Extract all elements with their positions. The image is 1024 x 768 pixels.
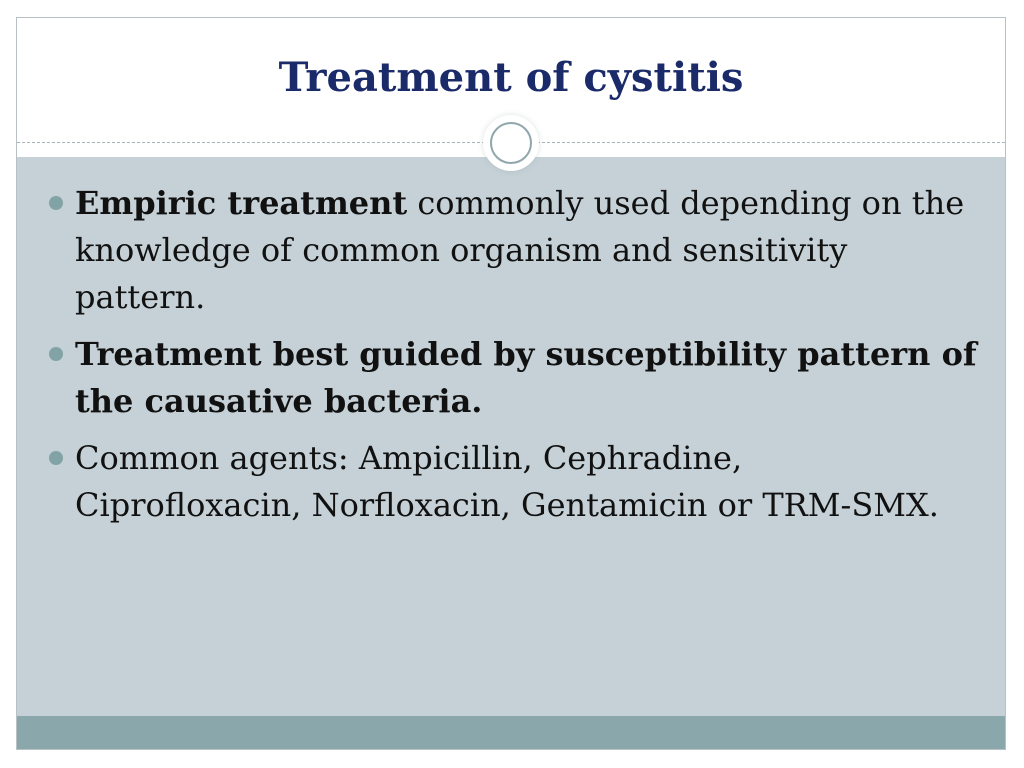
bullet-dot-icon — [49, 451, 63, 465]
circle-ornament-icon — [483, 115, 539, 171]
bullet-item — [47, 180, 977, 321]
bullet-text: commonly used depending on the knowledge of common organism and sensitivity pattern. — [75, 184, 965, 316]
bullet-bold-text: Treatment best guided by susceptibility pattern of the causative bacteria. — [75, 335, 977, 420]
bullet-item — [47, 331, 977, 425]
footer-band — [17, 716, 1005, 750]
bullet-dot-icon — [49, 196, 63, 210]
bullet-bold-text: Empiric treatment — [75, 184, 408, 222]
slide-title: Treatment of cystitis — [278, 54, 744, 101]
bullet-list — [47, 180, 977, 539]
bullet-item — [47, 435, 977, 529]
circle-ornament-inner — [490, 122, 532, 164]
bullet-text: Common agents: Ampicillin, Cephradine, Ciprofloxacin, Norfloxacin, Gentamicin or TRM-SMX. — [75, 439, 939, 524]
bullet-dot-icon — [49, 347, 63, 361]
slide — [16, 17, 1006, 750]
